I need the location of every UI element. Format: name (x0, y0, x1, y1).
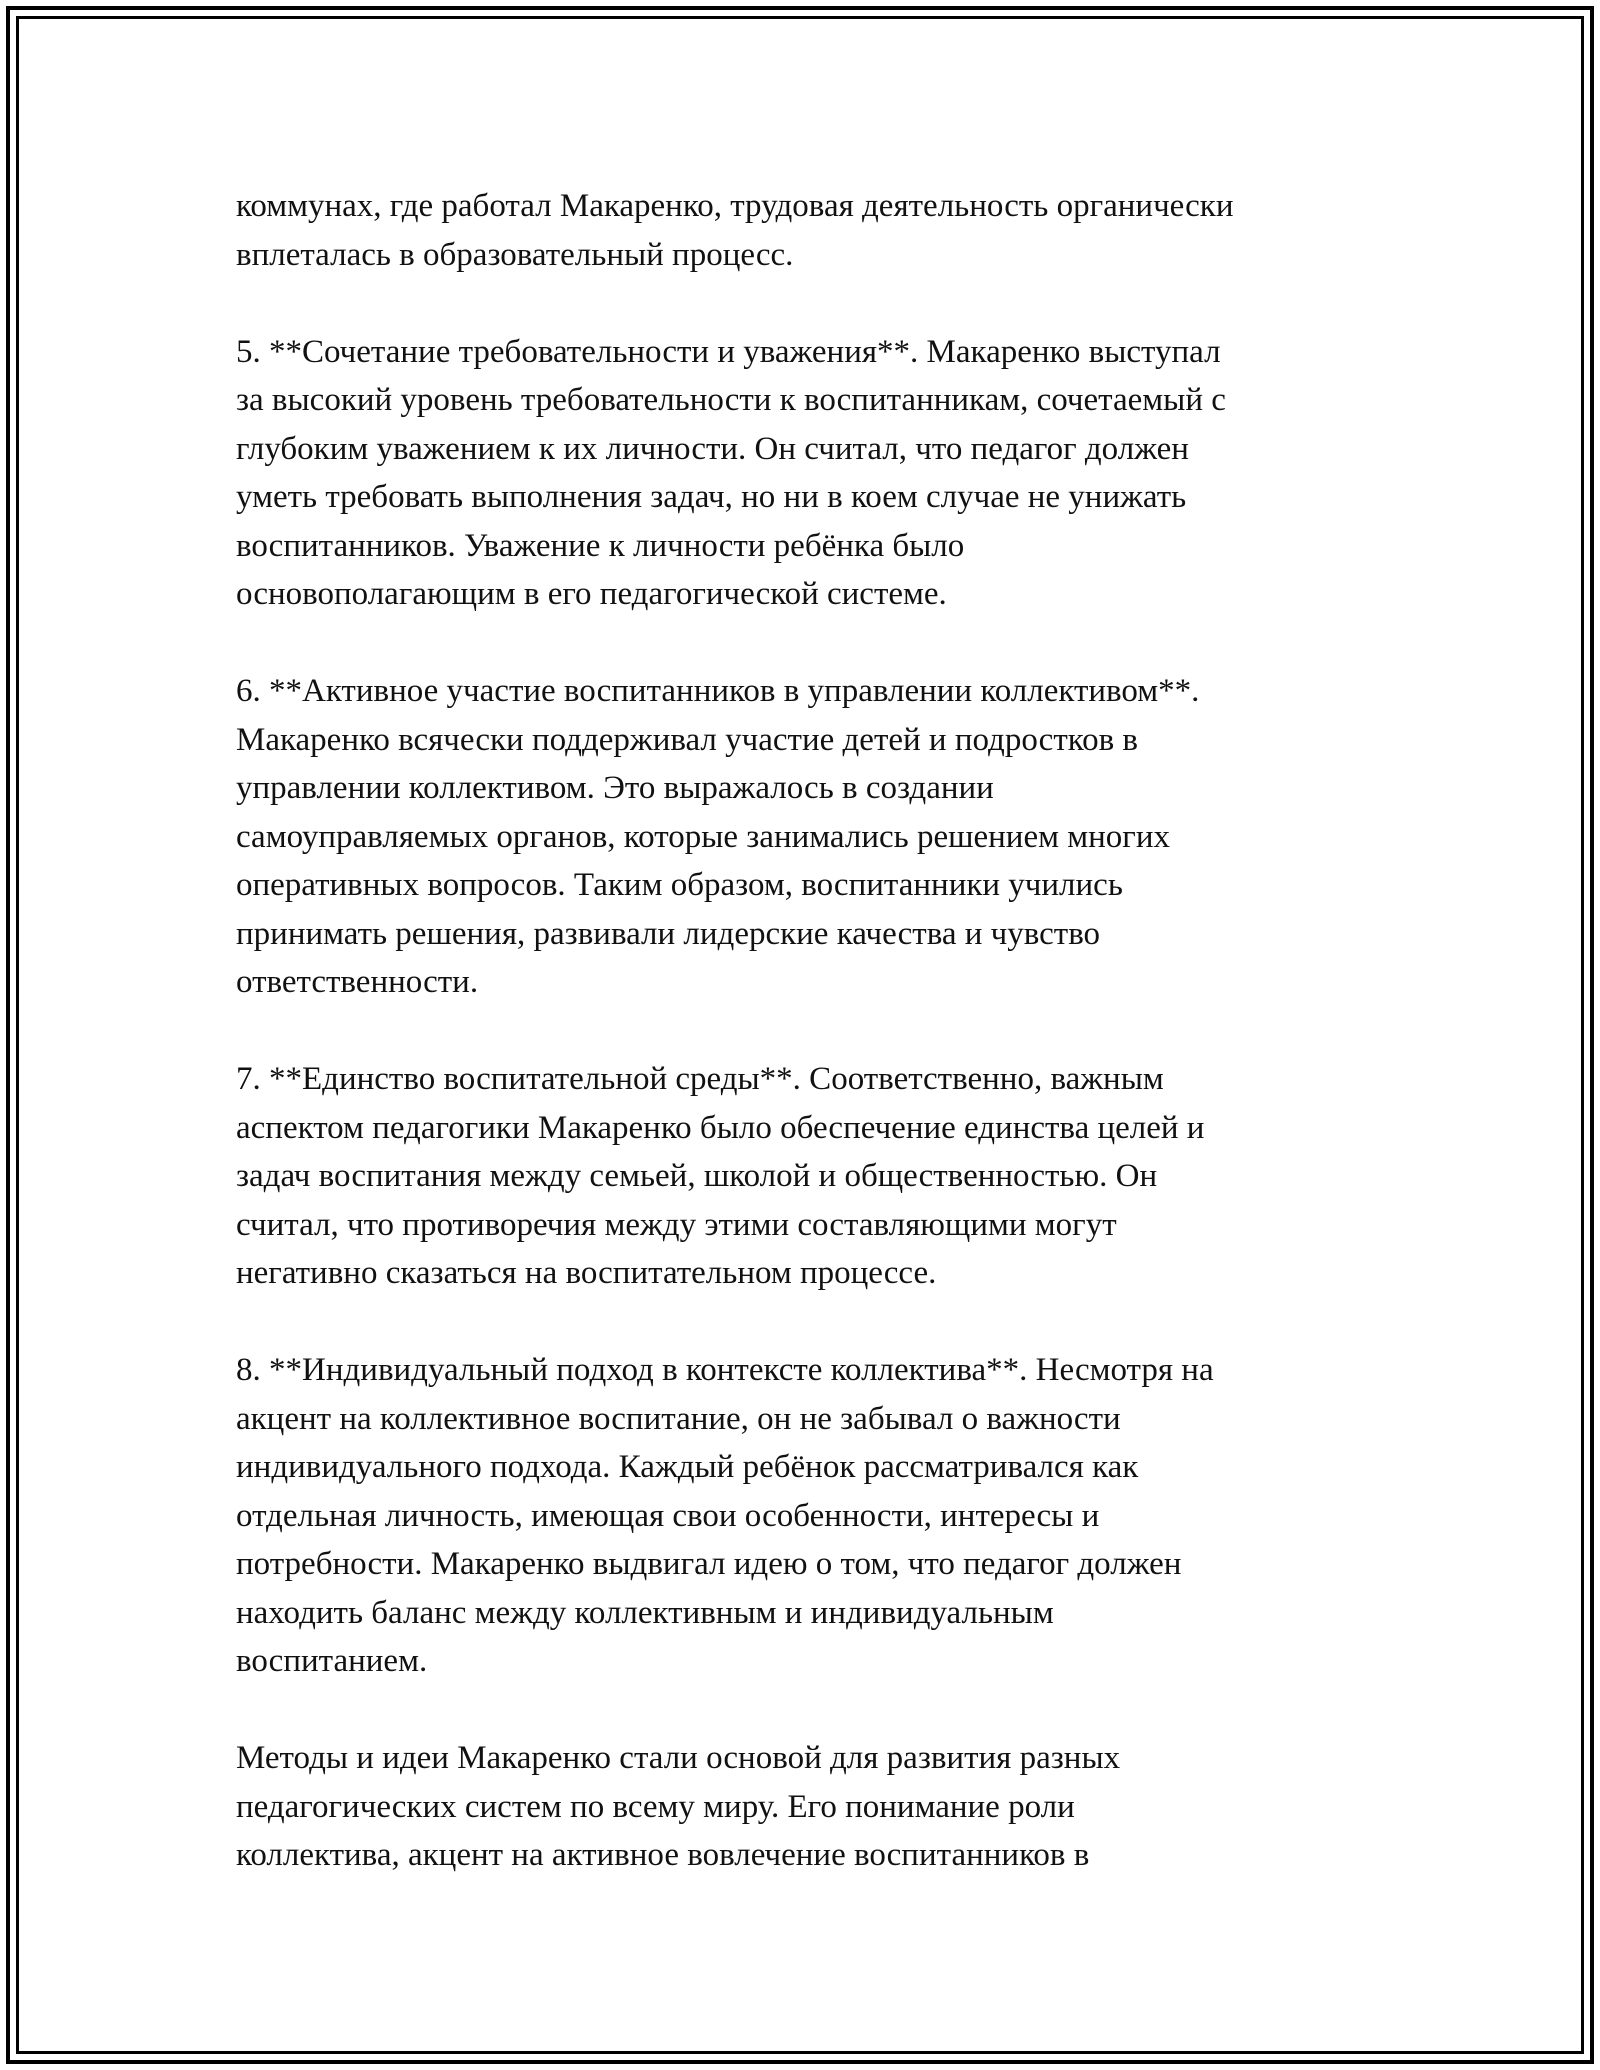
paragraph-item-6: 6. **Активное участие воспитанников в управлении коллективом**. Макаренко всячески поддерживал участие детей и подростков в управлении коллективом. Это выражалось в создании самоуправляемых органов, которые занимались решением многих оперативных вопросов. Таким образом, воспитанники учились принимать решения, развивали лидерские качества и чувство ответственности. (236, 673, 1200, 1000)
paragraph-item-7: 7. **Единство воспитательной среды**. Соответственно, важным аспектом педагогики Макаренко было обеспечение единства целей и задач воспитания между семьей, школой и общественностью. Он считал, что противоречия между этими составляющими могут негативно сказаться на воспитательном процессе. (236, 1061, 1205, 1291)
paragraph-continuation: коммунах, где работал Макаренко, трудовая деятельность органически вплеталась в образовательный процесс. (236, 188, 1234, 273)
paragraph-item-5: 5. **Сочетание требовательности и уважения**. Макаренко выступал за высокий уровень требовательности к воспитанникам, сочетаемый с глубоким уважением к их личности. Он считал, что педагог должен уметь требовать выполнения задач, но ни в коем случае не унижать воспитанников. Уважение к личности ребёнка было основополагающим в его педагогической системе. (236, 333, 1226, 612)
document-body (236, 182, 1386, 1928)
paragraph-item-8: 8. **Индивидуальный подход в контексте коллектива**. Несмотря на акцент на коллективное воспитание, он не забывал о важности индивидуального подхода. Каждый ребёнок рассматривался как отдельная личность, имеющая свои особенности, интересы и потребности. Макаренко выдвигал идею о том, что педагог должен находить баланс между коллективным и индивидуальным воспитанием. (236, 1352, 1214, 1679)
paragraph-conclusion: Методы и идеи Макаренко стали основой для развития разных педагогических систем по всему миру. Его понимание роли коллектива, акцент на активное вовлечение воспитанников в (236, 1740, 1121, 1873)
